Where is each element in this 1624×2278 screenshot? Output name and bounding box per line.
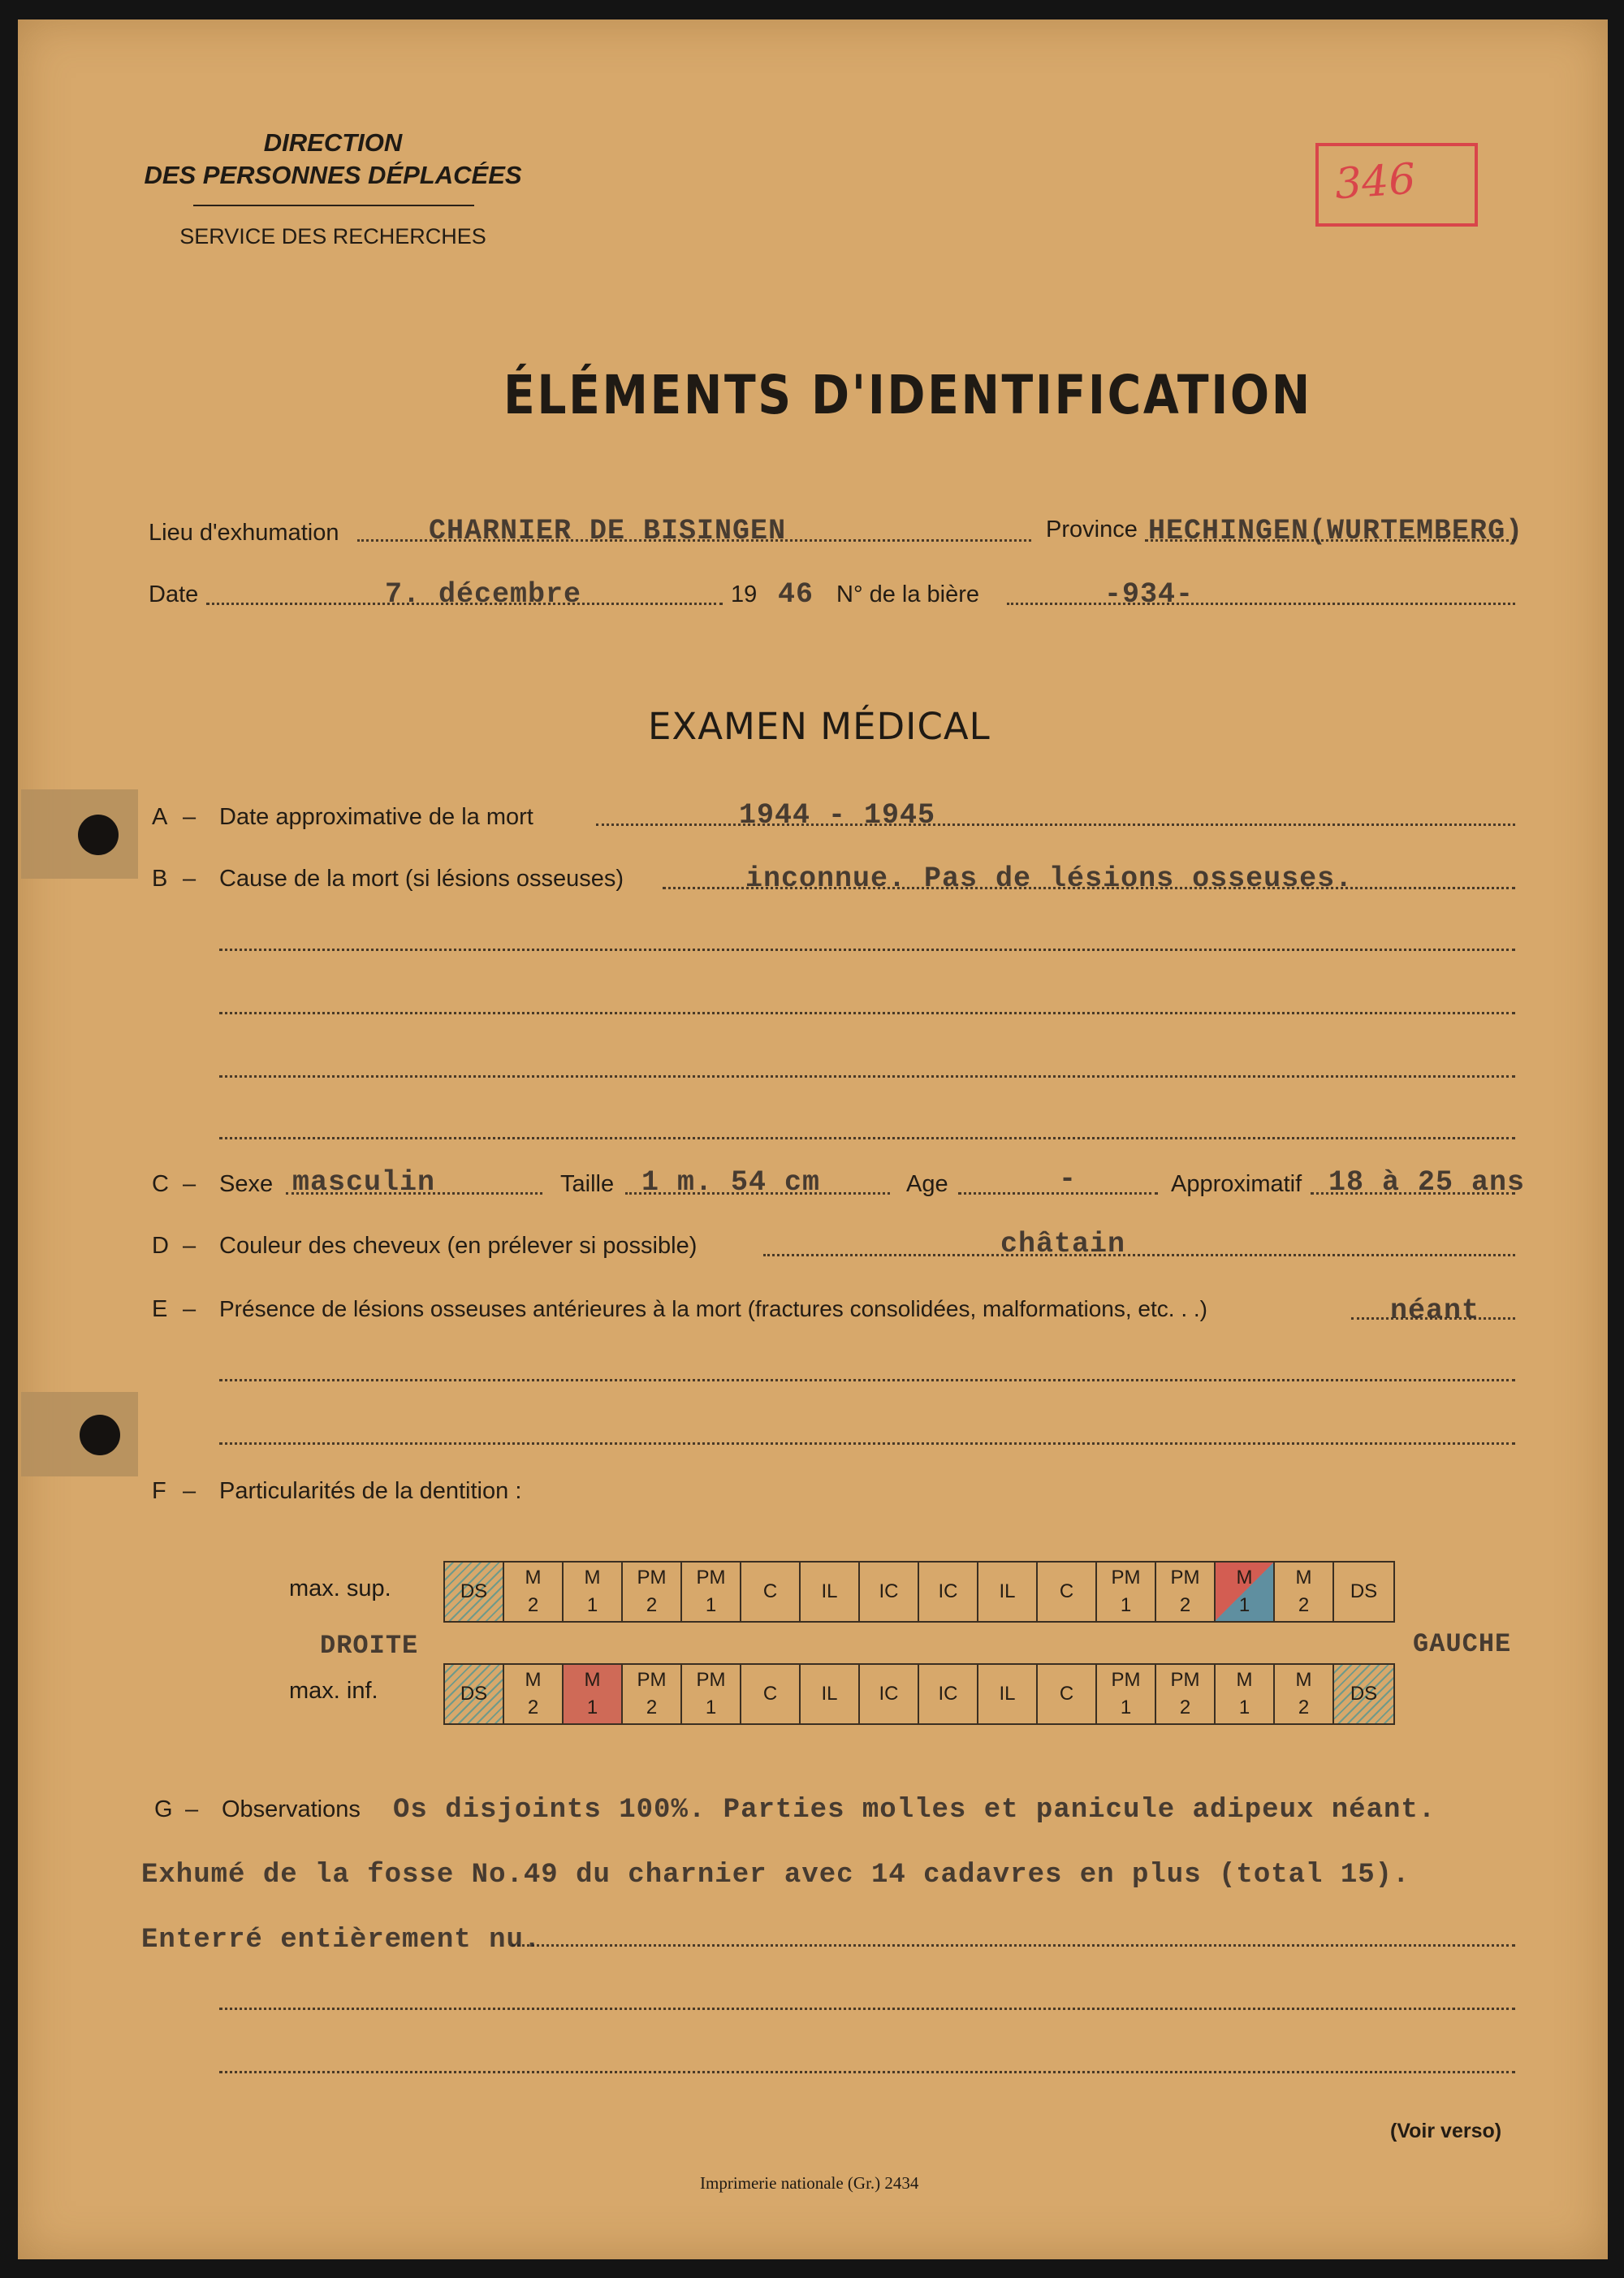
tooth-number: 1 (586, 1594, 598, 1616)
approx-label: Approximatif (1171, 1171, 1302, 1197)
punch-hole-bottom (80, 1415, 120, 1455)
tooth-number: 2 (1298, 1697, 1310, 1718)
file-number: 346 (1333, 154, 1418, 210)
observations-line-4 (219, 2008, 1515, 2010)
tooth-label: M (525, 1567, 542, 1589)
tooth-label: PM (1170, 1567, 1200, 1589)
observations-line-3: Enterré entièrement nu. (141, 1925, 542, 1956)
upper-tooth-14 (1216, 1563, 1275, 1621)
tooth-label: IL (821, 1580, 838, 1602)
tooth-number: 1 (1238, 1594, 1250, 1616)
header-rule (193, 205, 474, 206)
observations-line-2: Exhumé de la fosse No.49 du charnier avec 14 cadavres en plus (total 15). (141, 1860, 1410, 1891)
tooth-label: IC (938, 1683, 958, 1705)
province-label: Province (1046, 517, 1138, 542)
upper-tooth-11 (1038, 1563, 1097, 1621)
section-f-letter: F (152, 1478, 166, 1504)
tooth-label: M (1295, 1567, 1312, 1589)
upper-tooth-4 (623, 1563, 682, 1621)
upper-tooth-13 (1156, 1563, 1216, 1621)
lower-tooth-7 (801, 1665, 860, 1723)
upper-tooth-8 (860, 1563, 919, 1621)
upper-tooth-5 (682, 1563, 741, 1621)
section-c-letter: C (152, 1171, 169, 1197)
punch-hole-top (78, 815, 119, 855)
upper-tooth-7 (801, 1563, 860, 1621)
observations-line-1: Os disjoints 100%. Parties molles et panicule adipeux néant. (393, 1795, 1436, 1826)
biere-value: -934- (1104, 578, 1194, 611)
header-direction: DIRECTION (263, 128, 403, 157)
lower-tooth-5 (682, 1665, 741, 1723)
age-dots (958, 1192, 1158, 1195)
upper-tooth-1 (445, 1563, 504, 1621)
section-a-dash: – (183, 804, 197, 830)
taille-label: Taille (560, 1171, 615, 1197)
tooth-label: PM (637, 1567, 667, 1589)
lower-tooth-2 (504, 1665, 564, 1723)
section-f-label: Particularités de la dentition : (219, 1478, 522, 1504)
section-g-letter: G (154, 1796, 173, 1822)
date-label: Date (149, 581, 199, 607)
lower-tooth-13 (1156, 1665, 1216, 1723)
max-inf-label: max. inf. (289, 1678, 378, 1704)
lower-tooth-9 (919, 1665, 978, 1723)
tooth-label: DS (460, 1683, 488, 1705)
year-prefix: 19 (731, 581, 758, 607)
upper-tooth-15 (1275, 1563, 1334, 1621)
age-value: - (1059, 1163, 1078, 1195)
section-a-value: 1944 - 1945 (739, 799, 936, 832)
sexe-value: masculin (292, 1166, 436, 1199)
section-a-dots (596, 823, 1515, 826)
section-a-label: Date approximative de la mort (219, 804, 533, 830)
tooth-label: M (1236, 1567, 1253, 1589)
section-d-dots (763, 1254, 1515, 1256)
date-value: 7. décembre (385, 578, 582, 611)
lower-tooth-11 (1038, 1665, 1097, 1723)
document-page (18, 19, 1608, 2259)
tooth-number: 1 (586, 1697, 598, 1718)
tooth-number: 2 (527, 1697, 539, 1718)
section-f-dash: – (183, 1478, 197, 1504)
section-b-line-5 (219, 1137, 1515, 1139)
tooth-number: 1 (705, 1697, 717, 1718)
lower-tooth-16 (1334, 1665, 1393, 1723)
tooth-number: 2 (646, 1594, 658, 1616)
tooth-label: M (1295, 1669, 1312, 1691)
max-sup-label: max. sup. (289, 1576, 391, 1602)
tooth-label: PM (696, 1567, 726, 1589)
section-b-line-4 (219, 1075, 1515, 1078)
section-e-value: néant (1390, 1295, 1480, 1327)
tooth-number: 1 (705, 1594, 717, 1616)
tooth-label: PM (1111, 1567, 1141, 1589)
tooth-label: IC (879, 1580, 899, 1602)
lower-tooth-3 (564, 1665, 623, 1723)
tooth-number: 1 (1120, 1697, 1132, 1718)
province-value: HECHINGEN(WURTEMBERG) (1148, 515, 1524, 547)
tooth-label: DS (460, 1580, 488, 1602)
upper-tooth-12 (1097, 1563, 1156, 1621)
tooth-label: M (1236, 1669, 1253, 1691)
upper-tooth-6 (741, 1563, 801, 1621)
section-e-label: Présence de lésions osseuses antérieures à la mort (fractures consolidées, malformations, etc. . .) (219, 1296, 1207, 1321)
lower-tooth-4 (623, 1665, 682, 1723)
teeth-row-lower (443, 1663, 1395, 1725)
tooth-number: 2 (527, 1594, 539, 1616)
section-a-letter: A (152, 804, 168, 830)
approx-value: 18 à 25 ans (1328, 1166, 1526, 1199)
header-personnes-deplacees: DES PERSONNES DÉPLACÉES (144, 161, 522, 189)
tooth-number: 2 (1179, 1594, 1191, 1616)
lower-tooth-1 (445, 1665, 504, 1723)
section-e-dash: – (183, 1296, 197, 1322)
tooth-label: PM (637, 1669, 667, 1691)
section-c-dash: – (183, 1171, 197, 1197)
section-e-letter: E (152, 1296, 168, 1322)
biere-dots (1007, 603, 1515, 605)
tooth-label: DS (1350, 1580, 1378, 1602)
tooth-number: 1 (1120, 1594, 1132, 1616)
upper-tooth-10 (978, 1563, 1038, 1621)
section-b-line-3 (219, 1012, 1515, 1014)
section-e-line-2 (219, 1379, 1515, 1381)
tooth-label: M (584, 1669, 601, 1691)
tooth-label: C (1059, 1580, 1074, 1602)
section-b-value: inconnue. Pas de lésions osseuses. (745, 862, 1354, 895)
tooth-number: 2 (646, 1697, 658, 1718)
section-b-line-2 (219, 949, 1515, 951)
lower-tooth-15 (1275, 1665, 1334, 1723)
teeth-row-upper (443, 1561, 1395, 1623)
upper-tooth-3 (564, 1563, 623, 1621)
upper-tooth-2 (504, 1563, 564, 1621)
file-number-stamp (1315, 143, 1478, 227)
lower-tooth-12 (1097, 1665, 1156, 1723)
observations-line-5 (219, 2071, 1515, 2073)
year-value: 46 (778, 578, 814, 611)
voir-verso: (Voir verso) (1390, 2120, 1502, 2142)
lower-tooth-8 (860, 1665, 919, 1723)
tooth-label: PM (1111, 1669, 1141, 1691)
tooth-number: 2 (1298, 1594, 1310, 1616)
tooth-label: IL (999, 1580, 1016, 1602)
gauche-label: GAUCHE (1413, 1629, 1512, 1659)
tooth-label: M (584, 1567, 601, 1589)
section-d-letter: D (152, 1233, 169, 1259)
sexe-label: Sexe (219, 1171, 274, 1197)
tooth-label: IL (821, 1683, 838, 1705)
tooth-label: M (525, 1669, 542, 1691)
biere-label: N° de la bière (836, 581, 980, 607)
tooth-label: DS (1350, 1683, 1378, 1705)
tooth-label: PM (696, 1669, 726, 1691)
lower-tooth-6 (741, 1665, 801, 1723)
section-b-dash: – (183, 866, 197, 892)
section-e-line-3 (219, 1442, 1515, 1445)
upper-tooth-16 (1334, 1563, 1393, 1621)
lower-tooth-10 (978, 1665, 1038, 1723)
imprimerie-note: Imprimerie nationale (Gr.) 2434 (700, 2173, 919, 2193)
section-d-dash: – (183, 1233, 197, 1259)
section-b-letter: B (152, 866, 168, 892)
droite-label: DROITE (320, 1631, 419, 1661)
section-b-label: Cause de la mort (si lésions osseuses) (219, 866, 624, 892)
upper-tooth-9 (919, 1563, 978, 1621)
tooth-label: IC (879, 1683, 899, 1705)
section-d-label: Couleur des cheveux (en prélever si possible) (219, 1233, 698, 1259)
tooth-label: IL (999, 1683, 1016, 1705)
section-g-label: Observations (222, 1796, 361, 1822)
lieu-value: CHARNIER DE BISINGEN (429, 515, 787, 547)
examen-title: EXAMEN MÉDICAL (648, 705, 991, 748)
age-label: Age (906, 1171, 948, 1197)
tooth-label: C (762, 1580, 778, 1602)
observations-dots-3 (512, 1944, 1515, 1947)
tooth-label: C (762, 1683, 778, 1705)
header-service: SERVICE DES RECHERCHES (179, 224, 486, 249)
lieu-label: Lieu d'exhumation (149, 520, 339, 546)
tooth-label: PM (1170, 1669, 1200, 1691)
lower-tooth-14 (1216, 1665, 1275, 1723)
page-title: ÉLÉMENTS D'IDENTIFICATION (503, 364, 1312, 426)
taille-value: 1 m. 54 cm (641, 1166, 821, 1199)
tooth-label: IC (938, 1580, 958, 1602)
tooth-label: C (1059, 1683, 1074, 1705)
section-g-dash: – (185, 1796, 199, 1822)
tooth-number: 1 (1238, 1697, 1250, 1718)
section-d-value: châtain (1000, 1228, 1126, 1260)
tooth-number: 2 (1179, 1697, 1191, 1718)
